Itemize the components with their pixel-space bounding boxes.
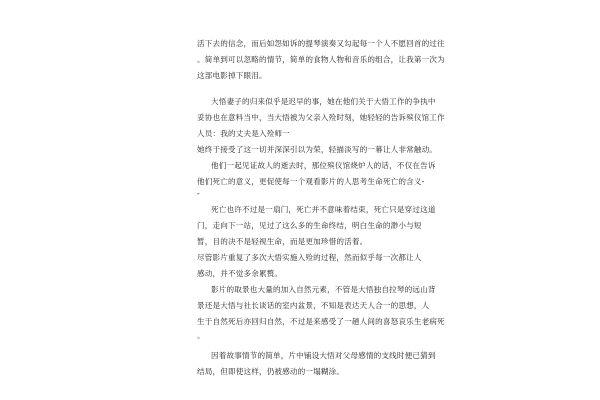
text-line-7: 她终于接受了这一切并深深引以为荣，轻描淡写的一幕让人非常触动。 — [197, 145, 438, 154]
text-line-19: 。 — [197, 331, 205, 340]
text-line-21: 结局，但即使这样，仍被感动的一塌糊涂。 — [197, 367, 345, 376]
text-line-1: 活下去的信念，而后如怨如诉的提琴演奏又勾起每一个人不愿回首的过往 — [197, 39, 445, 48]
text-line-14: 尽管影片重复了多次大悟实施入殓的过程，然而似乎每一次都让人 — [197, 253, 422, 262]
text-line-8: 他们一起见证故人的逝去时，那位殡仪馆烧炉人的话，不仅在告诉 — [211, 161, 436, 170]
text-line-11: 死亡也许不过是一扇门，死亡并不意味着结束，死亡只是穿过这道 — [211, 205, 436, 214]
text-line-12: 门，走向下一站，见过了这么多的生命终结，明白生命的渺小与短 — [197, 221, 422, 230]
text-line-10: - — [197, 189, 200, 198]
text-line-20: 因着故事情节的简单，片中铺设大悟对父母感情的支线时便已猜到 — [211, 351, 436, 360]
text-line-15: 感动，并不觉多余累赘。 — [197, 269, 283, 278]
text-line-4: 大悟妻子的归来似乎是迟早的事，她在他们关于大悟工作的争执中 — [211, 97, 436, 106]
text-line-5: 妥协也在意料当中，当大悟被为父亲入殓时刻，她轻轻的告诉殡仪馆工作 — [197, 113, 445, 122]
text-line-2: 。简单到可以忽略的情节，简单的食物人物和音乐的组合，让我第一次为 — [197, 55, 445, 64]
text-line-17: 景还是大悟与社长谈话的室内盆景，不知是表达天人合一的思想，人 — [197, 301, 430, 310]
text-line-9: 他们死亡的意义，更促使每一个观看影片的人思考生命死亡的含义- — [197, 177, 425, 186]
text-line-13: 暂，目的决不是轻视生命，而是更加珍惜的活着。 — [197, 237, 368, 246]
text-line-16: 影片的取景也大量的加入自然元素，不管是大悟独自拉琴的远山背 — [211, 285, 436, 294]
text-line-3: 这部电影掉下眼泪。 — [197, 71, 267, 80]
text-line-6: 人员：我的丈夫是入殓师一 — [197, 129, 290, 138]
text-line-18: 生于自然死后亦回归自然，不过是来感受了一趟人间的喜怒哀乐生老病死 — [197, 317, 445, 326]
